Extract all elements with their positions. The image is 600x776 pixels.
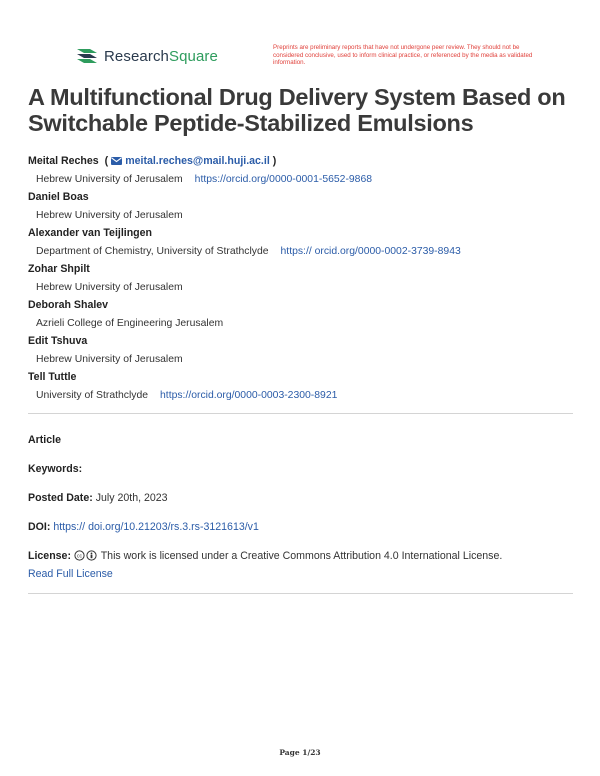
doi-link[interactable]: https:// doi.org/10.21203/rs.3.rs-3121613/v1 <box>53 521 259 533</box>
author-name: Alexander van Teijlingen <box>28 226 153 239</box>
author-affiliation <box>28 386 573 404</box>
author-name <box>28 152 573 170</box>
header <box>76 46 556 78</box>
author-name: Tell Tuttle <box>28 370 77 383</box>
posted-date-label: Posted Date: <box>28 492 93 504</box>
logo-icon <box>76 46 98 66</box>
author-name-text: Meital Reches <box>28 154 99 167</box>
author-list <box>28 152 573 404</box>
author-email-link[interactable]: meital.reches@mail.huji.ac.il <box>125 154 270 167</box>
affiliation-text: Department of Chemistry, University of Strathclyde <box>36 245 269 257</box>
author-affiliation: Azrieli College of Engineering Jerusalem <box>36 317 224 329</box>
brand-name-square: Square <box>169 47 218 65</box>
doi-line <box>28 521 259 533</box>
research-square-logo[interactable] <box>76 46 218 66</box>
license-text: This work is licensed under a Creative Commons Attribution 4.0 International License. <box>100 550 503 562</box>
license-label: License: <box>28 550 71 562</box>
orcid-link[interactable]: https:// orcid.org/0000-0002-3739-8943 <box>280 245 461 257</box>
author-email-wrapper: ( meital.reches@mail.huji.ac.il ) <box>104 154 277 167</box>
license-line <box>28 550 502 562</box>
svg-text:cc: cc <box>76 553 82 560</box>
author-affiliation: Hebrew University of Jerusalem <box>36 281 183 293</box>
author-name: Zohar Shpilt <box>28 262 90 275</box>
posted-date-line <box>28 492 168 504</box>
attribution-icon <box>86 550 97 561</box>
keywords-line <box>28 463 82 475</box>
read-full-license-link[interactable]: Read Full License <box>28 568 113 580</box>
author-name: Deborah Shalev <box>28 298 109 311</box>
author-name: Daniel Boas <box>28 190 89 203</box>
author-affiliation: Hebrew University of Jerusalem <box>36 353 183 365</box>
author-affiliation <box>28 170 573 188</box>
author-affiliation: Hebrew University of Jerusalem <box>36 209 183 221</box>
affiliation-text: Hebrew University of Jerusalem <box>36 173 183 185</box>
article-type <box>28 434 61 446</box>
orcid-link[interactable]: https://orcid.org/0000-0001-5652-9868 <box>194 173 373 185</box>
posted-date-value: July 20th, 2023 <box>95 492 168 504</box>
author-affiliation <box>28 242 573 260</box>
read-license-line <box>28 568 113 580</box>
brand-name-research: Research <box>104 47 169 65</box>
affiliation-text: University of Strathclyde <box>36 389 149 401</box>
doi-label: DOI: <box>28 521 51 533</box>
creative-commons-icon <box>74 550 85 561</box>
divider-bottom <box>28 593 573 594</box>
keywords-label: Keywords: <box>28 463 83 475</box>
orcid-link[interactable]: https://orcid.org/0000-0003-2300-8921 <box>160 389 338 401</box>
preprint-disclaimer: Preprints are preliminary reports that have not undergone peer review. They should not be considered conclusive, used to inform clinical practice, or referenced by the media as validated information. <box>273 44 533 67</box>
article-type-text: Article <box>28 434 61 446</box>
author-name: Edit Tshuva <box>28 334 88 347</box>
page-number: Page 1/23 <box>279 748 321 757</box>
mail-icon <box>111 157 122 165</box>
brand-name <box>104 48 218 65</box>
divider-top <box>28 413 573 414</box>
paper-title: A Multifunctional Drug Delivery System Based on Switchable Peptide-Stabilized Emulsions <box>28 84 566 136</box>
